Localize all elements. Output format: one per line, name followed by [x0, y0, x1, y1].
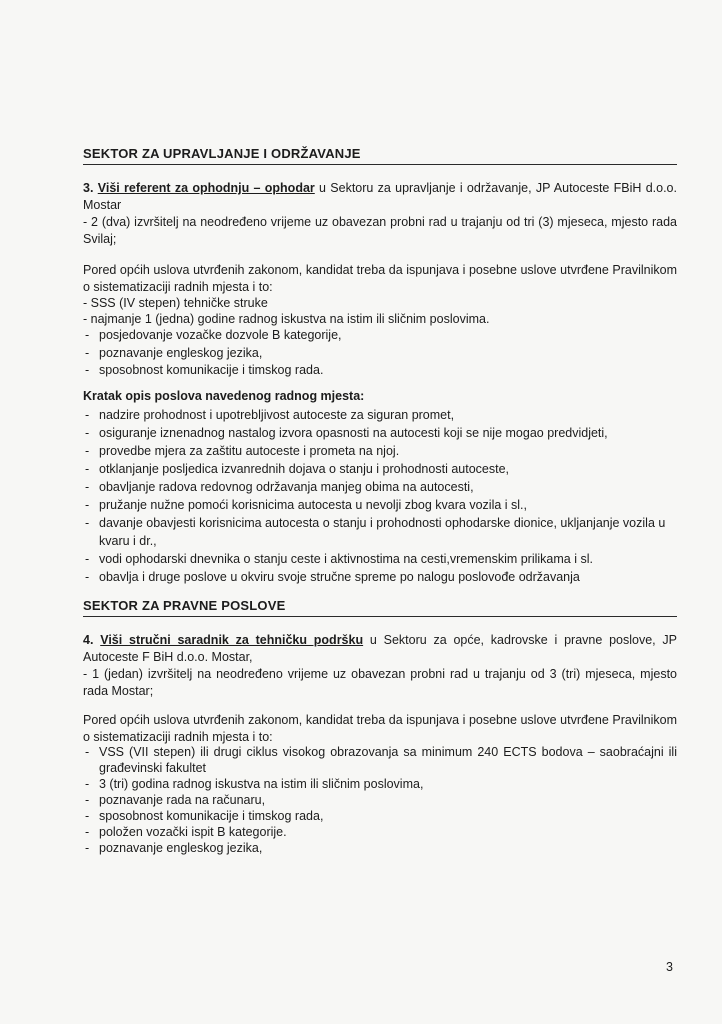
duties-list — [83, 406, 677, 586]
list-item: - sposobnost komunikacije i timskog rada, — [85, 809, 324, 823]
position-3-paragraph — [83, 180, 677, 213]
list-item: - nadzire prohodnost i upotrebljivost autoceste za siguran promet, — [85, 408, 455, 422]
position-number: 3. — [83, 181, 94, 195]
list-item: - osiguranje iznenadnog nastalog izvora opasnosti na autocesti koji se nije mogao predvidjeti, — [85, 426, 608, 440]
requirements-list-2 — [83, 744, 677, 856]
list-item: - položen vozački ispit B kategorije. — [85, 825, 287, 839]
position-description: u Sektoru za opće, kadrovske i pravne poslove, JP Autoceste F BiH d.o.o. Mostar, — [83, 633, 677, 664]
conditions-intro: Pored općih uslova utvrđenih zakonom, kandidat treba da ispunjava i posebne uslove utvrđene Pravilnikom o sistematizaciji radnih mjesta i to: — [83, 263, 677, 294]
conditions-intro: Pored općih uslova utvrđenih zakonom, kandidat treba da ispunjava i posebne uslove utvrđene Pravilnikom o sistematizaciji radnih mjesta i to: — [83, 713, 677, 744]
list-item: - vodi ophodarski dnevnika o stanju ceste i aktivnostima na cesti,vremenskim prilikama i sl. — [85, 552, 593, 566]
requirements-list-1 — [83, 327, 677, 380]
list-item: - poznavanje engleskog jezika, — [85, 345, 263, 360]
list-item: - davanje obavjesti korisnicima autocesta o stanju i prohodnosti ophodarske dionice, ukljanjanje vozila u kvaru i dr., — [85, 516, 666, 548]
section-heading-pravne: SEKTOR ZA PRAVNE POSLOVE — [83, 598, 677, 617]
section-heading-upravljanje: SEKTOR ZA UPRAVLJANJE I ODRŽAVANJE — [83, 146, 677, 165]
list-item: - VSS (VII stepen) ili drugi ciklus visokog obrazovanja sa minimum 240 ECTS bodova – saobraćajni ili građevinski fakultet — [85, 745, 677, 775]
duties-heading: Kratak opis poslova navedenog radnog mjesta: — [83, 389, 365, 403]
list-item: - poznavanje rada na računaru, — [85, 793, 266, 807]
position-description: u Sektoru za upravljanje i održavanje, JP Autoceste FBiH d.o.o. Mostar — [83, 181, 677, 212]
page-number: 3 — [666, 960, 673, 974]
list-item: - obavljanje radova redovnog održavanja manjeg obima na autocesti, — [85, 480, 474, 494]
list-item: - poznavanje engleskog jezika, — [85, 841, 263, 855]
positions-line: - 1 (jedan) izvršitelj na neodređeno vrijeme uz obavezan probni rad u trajanju od 3 (tri) mjeseca, mjesto rada Mostar; — [83, 667, 677, 698]
list-item: - posjedovanje vozačke dozvole B kategorije, — [85, 328, 342, 342]
position-number: 4. — [83, 633, 94, 647]
list-item: - sposobnost komunikacije i timskog rada. — [85, 363, 324, 377]
requirement-education: - SSS (IV stepen) tehničke struke — [83, 296, 268, 310]
position-title: Viši stručni saradnik za tehničku podršku — [100, 633, 364, 647]
list-item: - provedbe mjera za zaštitu autoceste i prometa na njoj. — [85, 444, 400, 458]
positions-line: - 2 (dva) izvršitelj na neodređeno vrijeme uz obavezan probni rad u trajanju od tri (3) mjeseca, mjesto rada Svilaj; — [83, 215, 677, 246]
list-item: - pružanje nužne pomoći korisnicima autocesta u nevolji zbog kvara vozila i sl., — [85, 498, 527, 512]
position-4-paragraph — [83, 632, 677, 665]
list-item: - 3 (tri) godina radnog iskustva na istim ili sličnim poslovima, — [85, 777, 424, 791]
list-item: - obavlja i druge poslove u okviru svoje stručne spreme po nalogu poslovođe održavanja — [85, 570, 580, 584]
list-item: - otklanjanje posljedica izvanrednih dojava o stanju i prohodnosti autoceste, — [85, 462, 509, 476]
position-title: Viši referent za ophodnju – ophodar — [97, 181, 315, 195]
requirement-experience: - najmanje 1 (jedna) godine radnog iskustva na istim ili sličnim poslovima. — [83, 312, 490, 326]
